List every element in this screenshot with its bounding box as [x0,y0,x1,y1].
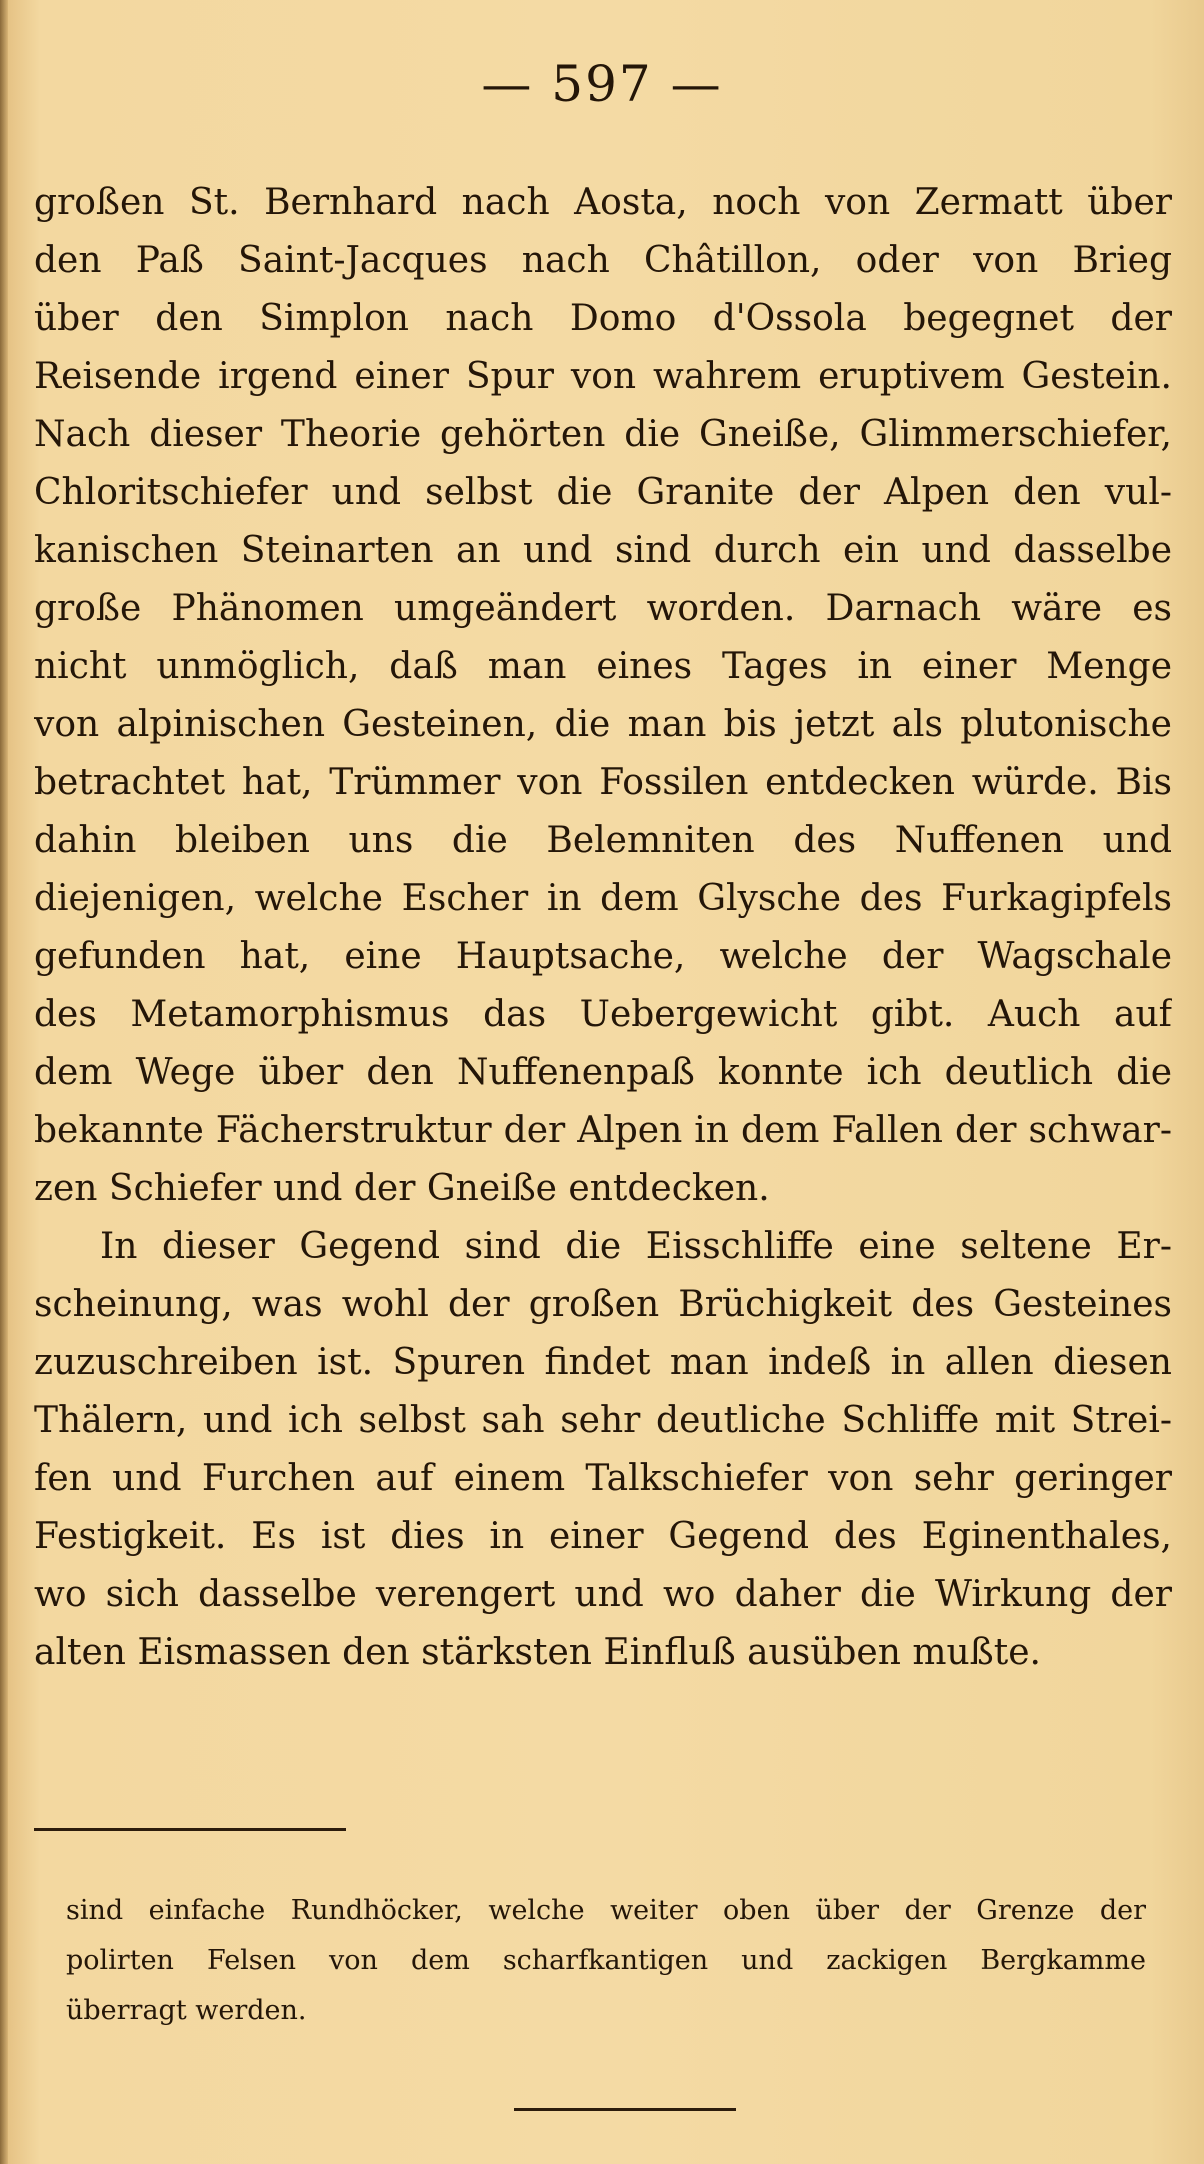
text-line: wo sich dasselbe verengert und wo daher die Wirkung der [34,1574,1172,1615]
body-text [34,174,1172,1682]
footnote-line: sind einfache Rundhöcker, welche weiter oben über der Grenze der [66,1895,1146,1926]
text-line: zen Schiefer und der Gneiße entdecken. [34,1168,770,1209]
text-line: dem Wege über den Nuffenenpaß konnte ich deutlich die [34,1052,1172,1093]
text-line: bekannte Fächerstruktur der Alpen in dem Fallen der schwar- [34,1110,1172,1151]
text-line: über den Simplon nach Domo d'Ossola begegnet der [34,298,1172,339]
page-number: — 597 — [481,55,723,113]
text-line: Reisende irgend einer Spur von wahrem eruptivem Gestein. [34,356,1172,397]
text-line: den Paß Saint-Jacques nach Châtillon, oder von Brieg [34,240,1172,281]
text-line: großen St. Bernhard nach Aosta, noch von Zermatt über [34,182,1172,223]
text-line: Nach dieser Theorie gehörten die Gneiße, Glimmerschiefer, [34,414,1172,455]
text-line: dahin bleiben uns die Belemniten des Nuffenen und [34,820,1172,861]
text-line: nicht unmöglich, daß man eines Tages in einer Menge [34,646,1172,687]
text-line: des Metamorphismus das Uebergewicht gibt. Auch auf [34,994,1172,1035]
text-line: gefunden hat, eine Hauptsache, welche der Wagschale [34,936,1172,977]
footnote-text [66,1886,1146,2036]
text-line: zuzuschreiben ist. Spuren findet man indeß in allen diesen [34,1342,1172,1383]
text-line: Thälern, und ich selbst sah sehr deutliche Schliffe mit Strei- [34,1400,1172,1441]
text-line: kanischen Steinarten an und sind durch ein und dasselbe [34,530,1172,571]
footnote-line: überragt werden. [66,1995,307,2026]
footnote-divider [34,1828,346,1831]
text-line: Chloritschiefer und selbst die Granite der Alpen den vul- [34,472,1172,513]
text-line: In dieser Gegend sind die Eisschliffe eine seltene Er- [100,1226,1172,1267]
bottom-rule [514,2108,736,2111]
text-line: scheinung, was wohl der großen Brüchigkeit des Gesteines [34,1284,1172,1325]
text-line: fen und Furchen auf einem Talkschiefer von sehr geringer [34,1458,1172,1499]
text-line: von alpinischen Gesteinen, die man bis jetzt als plutonische [34,704,1172,745]
text-line: große Phänomen umgeändert worden. Darnach wäre es [34,588,1172,629]
text-line: diejenigen, welche Escher in dem Glysche des Furkagipfels [34,878,1172,919]
text-line: Festigkeit. Es ist dies in einer Gegend des Eginenthales, [34,1516,1172,1557]
text-line: alten Eismassen den stärksten Einfluß ausüben mußte. [34,1632,1041,1673]
text-line: betrachtet hat, Trümmer von Fossilen entdecken würde. Bis [34,762,1172,803]
footnote-line: polirten Felsen von dem scharfkantigen und zackigen Bergkamme [66,1945,1146,1976]
page-spine-shadow [0,0,8,2164]
